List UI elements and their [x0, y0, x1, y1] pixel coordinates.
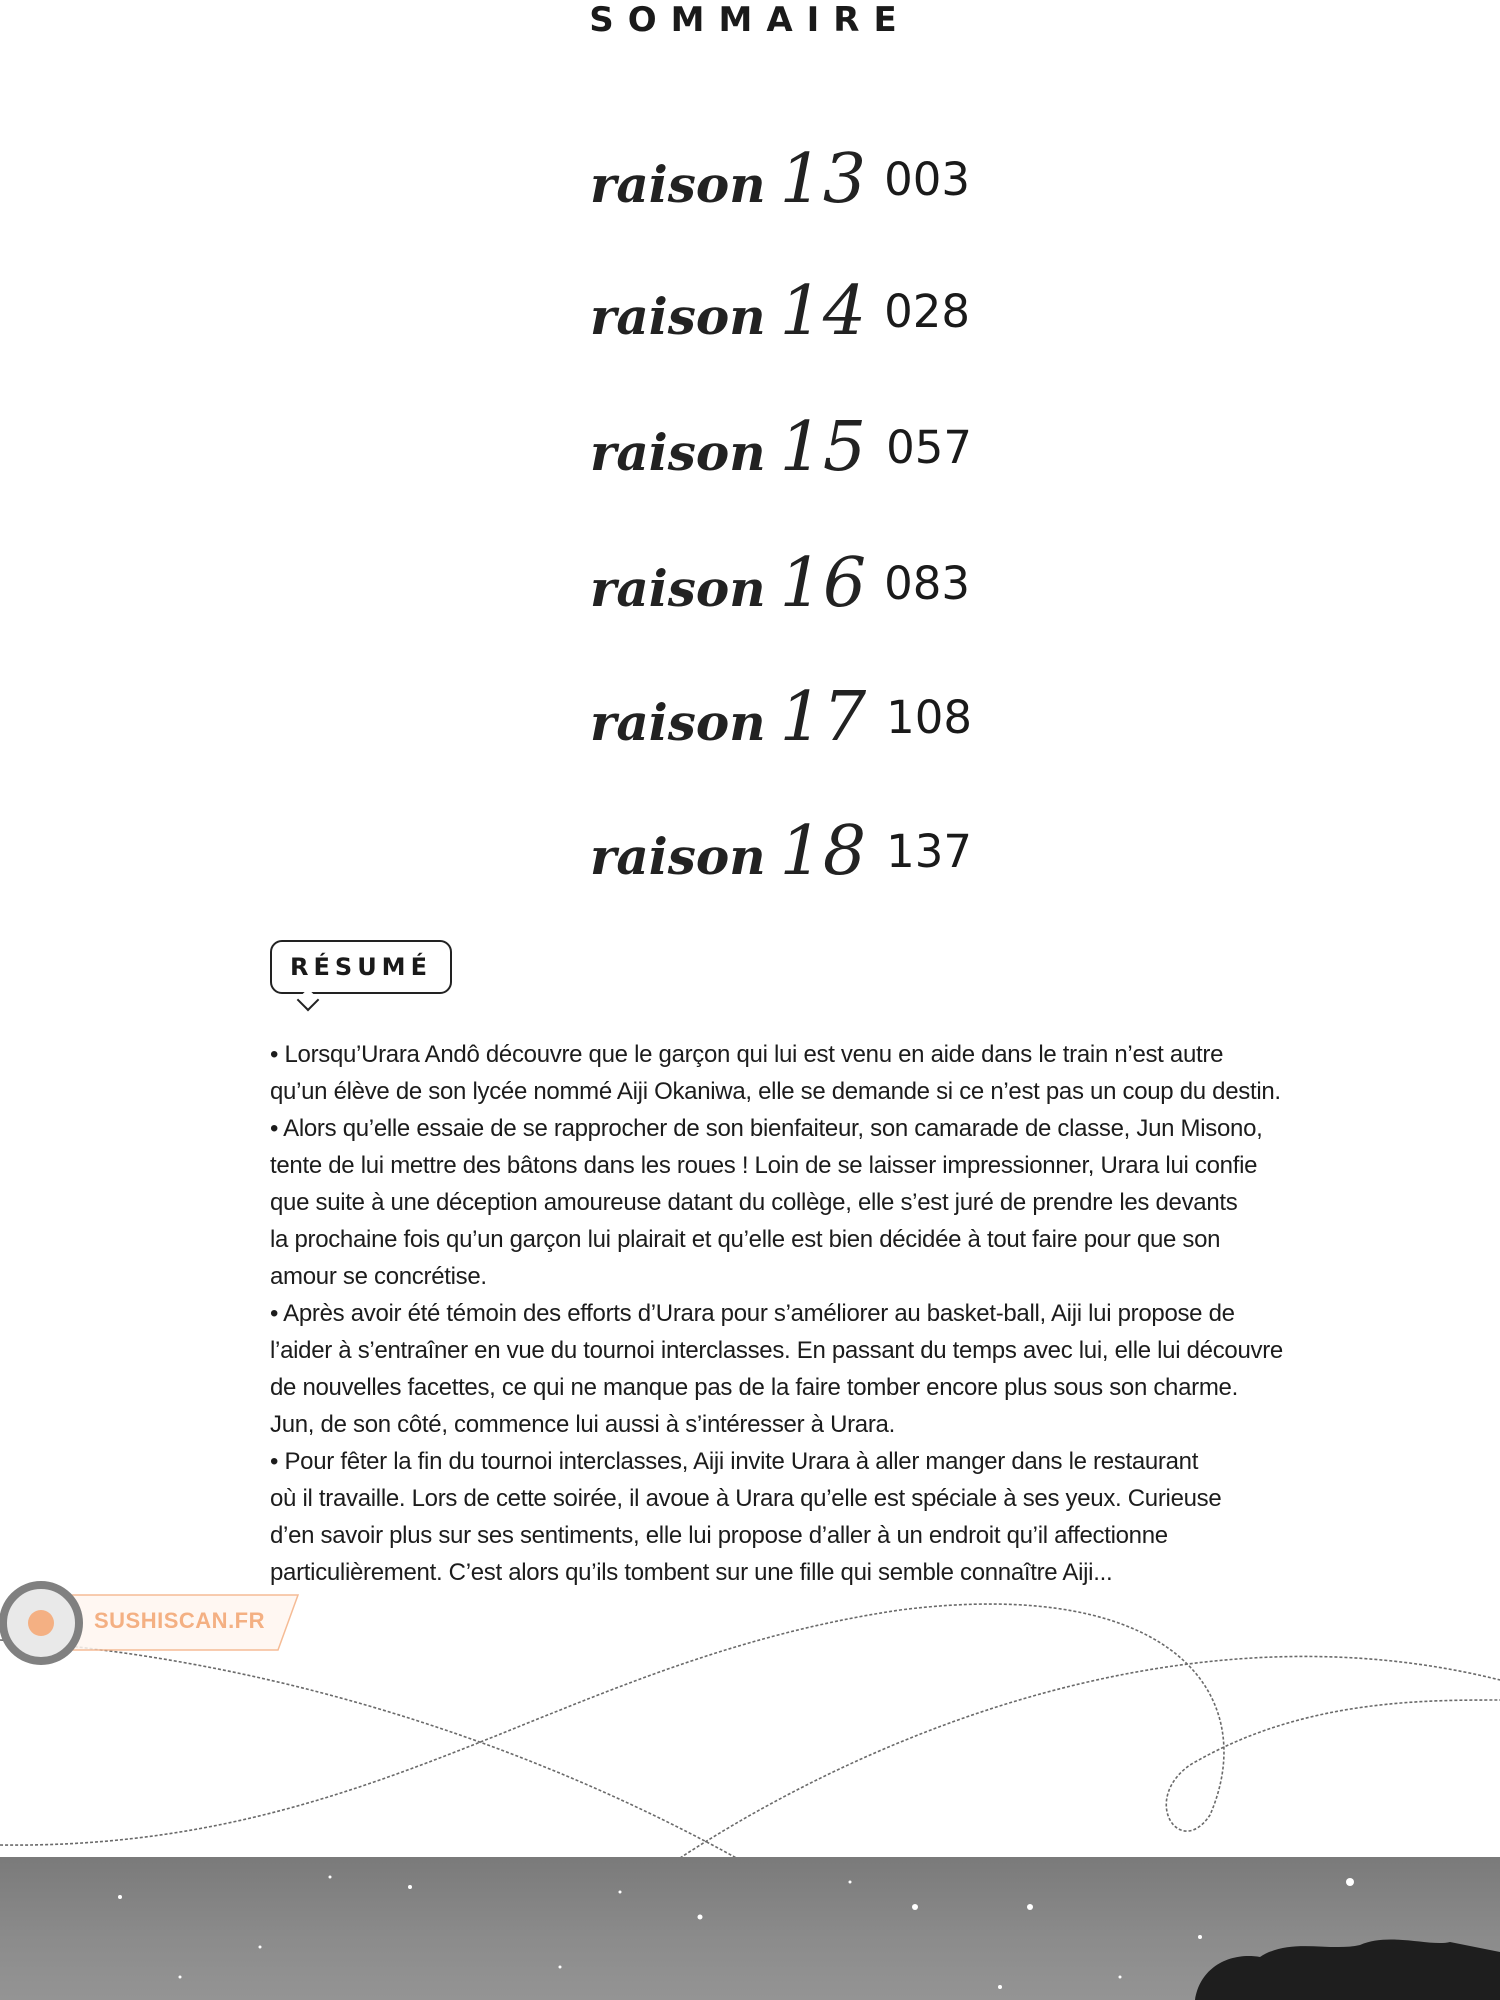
- toc-page-number: 083: [884, 557, 970, 610]
- tree-silhouette: [1195, 1940, 1500, 2000]
- toc-chapter-number: 17: [779, 678, 867, 757]
- resume-line: particulièrement. C’est alors qu’ils tombent sur une fille qui semble connaître Aiji...: [270, 1559, 1113, 1586]
- toc-chapter-label: raison: [590, 559, 766, 618]
- resume-line: • Alors qu’elle essaie de se rapprocher de son bienfaiteur, son camarade de classe, Jun Misono,: [270, 1115, 1263, 1142]
- toc-page-number: 003: [884, 153, 970, 206]
- toc-chapter-label: raison: [590, 423, 766, 482]
- resume-line: tente de lui mettre des bâtons dans les roues ! Loin de se laisser impressionner, Urara lui confie: [270, 1152, 1258, 1179]
- toc-chapter-number: 16: [779, 544, 867, 623]
- night-sky-scene: [0, 1857, 1500, 2000]
- resume-line: que suite à une déception amoureuse datant du collège, elle s’est juré de prendre les devants: [270, 1189, 1238, 1216]
- resume-line: où il travaille. Lors de cette soirée, il avoue à Urara qu’elle est spéciale à ses yeux. Curieuse: [270, 1485, 1222, 1512]
- toc-page-number: 108: [886, 691, 972, 744]
- toc-page-number: 137: [886, 825, 972, 878]
- resume-line: qu’un élève de son lycée nommé Aiji Okaniwa, elle se demande si ce n’est pas un coup du destin.: [270, 1078, 1281, 1105]
- toc-chapter-label: raison: [590, 287, 766, 346]
- toc-chapter-number: 18: [779, 812, 867, 891]
- night-sky-illustration: [0, 1857, 1500, 2000]
- toc-chapter-number: 15: [779, 408, 867, 487]
- resume-line: • Après avoir été témoin des efforts d’Urara pour s’améliorer au basket-ball, Aiji lui propose de: [270, 1300, 1235, 1327]
- curve-line: [680, 1656, 1500, 1858]
- resume-heading-badge: RÉSUMÉ: [270, 940, 452, 994]
- toc-chapter-label: raison: [590, 693, 766, 752]
- resume-line: la prochaine fois qu’un garçon lui plairait et qu’elle est bien décidée à tout faire pour que son: [270, 1226, 1221, 1253]
- resume-line: • Lorsqu’Urara Andô découvre que le garçon qui lui est venu en aide dans le train n’est autre: [270, 1041, 1224, 1068]
- resume-line: l’aider à s’entraîner en vue du tournoi interclasses. En passant du temps avec lui, elle lui découvre: [270, 1337, 1283, 1364]
- resume-line: Jun, de son côté, commence lui aussi à s’intéresser à Urara.: [270, 1411, 895, 1438]
- toc-chapter-number: 13: [779, 140, 867, 219]
- toc-page-number: 057: [886, 421, 972, 474]
- watermark-text: SUSHISCAN.FR: [94, 1608, 266, 1633]
- toc-chapter-label: raison: [590, 827, 766, 886]
- resume-line: amour se concrétise.: [270, 1263, 487, 1290]
- toc-page-number: 028: [884, 285, 970, 338]
- watermark: [0, 1580, 300, 1670]
- toc-chapter-label: raison: [590, 155, 766, 214]
- toc-chapter-number: 14: [779, 272, 867, 351]
- resume-line: • Pour fêter la fin du tournoi interclasses, Aiji invite Urara à aller manger dans le restaurant: [270, 1448, 1199, 1475]
- page-title: SOMMAIRE: [589, 0, 911, 40]
- resume-line: de nouvelles facettes, ce qui ne manque pas de la faire tomber encore plus sous son charme.: [270, 1374, 1238, 1401]
- resume-line: d’en savoir plus sur ses sentiments, elle lui propose d’aller à un endroit qu’il affectionne: [270, 1522, 1168, 1549]
- curve-line: [0, 1640, 740, 1860]
